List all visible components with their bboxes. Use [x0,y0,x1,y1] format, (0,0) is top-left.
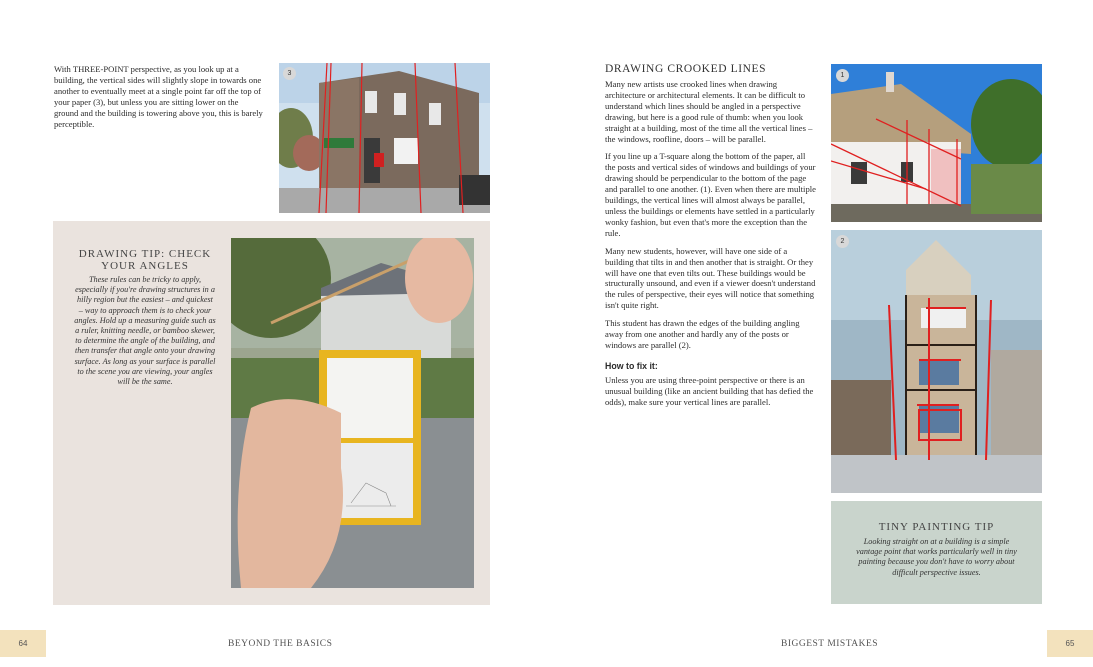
main-body-text [605,79,817,414]
fix-heading: How to fix it: [605,360,658,371]
photo-number-badge: 3 [283,67,296,80]
tiny-painting-tip-text: Looking straight on at a building is a simple vantage point that works particularly well in tiny painting because you don't have to worry about difficult perspective issues. [856,537,1017,577]
footer-section-label-right: BIGGEST MISTAKES [781,639,879,649]
cottages-photo-illustration [831,64,1042,222]
photo-number-badge: 2 [836,235,849,248]
photo-number-badge: 1 [836,69,849,82]
drawing-tip-title: DRAWING TIP: CHECK YOUR ANGLES [78,248,212,272]
photo-three-point-building [279,63,490,213]
body-paragraph-1: Many new artists use crooked lines when drawing architecture or architectural elements. It can be difficult to understand which lines should be angled in a perspective drawing, but here is a good rule of thumb: when you look straight at a building, most of the time all the vertical lines – the windows, roofline, doors – will be parallel. [605,79,813,144]
building-photo-illustration [279,63,490,213]
hand-sketchbook-illustration [231,238,474,588]
photo-measuring-angle [231,238,474,588]
body-paragraph-2: If you line up a T-square along the bottom of the paper, all the posts and vertical sides of windows and buildings of your drawing should be perpendicular to the bottom of the page and parallel to one another. (1). Even when there are multiple buildings, the vertical lines will almost always be parallel, unless the buildings or elements have settled in a particularly wonky fashion, but even that's more the exception than the rule. [605,151,816,238]
page-number-tab-left: 64 [0,630,46,657]
fix-paragraph: Unless you are using three-point perspective or there is an unusual building (like an ancient building that has defied the odds), make sure your vertical lines are parallel. [605,374,814,407]
crooked-building-illustration [831,230,1042,493]
drawing-tip-text: These rules can be tricky to apply, especially if you're drawing structures in a hilly region but the easiest – and quickest – way to approach them is to check your angles. Hold up a measuring guide such as a ruler, knitting needle, or bamboo skewer, to determine the angle of the building, and then transfer that angle onto your drawing surface. As long as your surface is parallel to the scene you are viewing, your angles will be the same. [74,275,216,387]
photo-student-painting [831,230,1042,493]
footer-section-label-left: BEYOND THE BASICS [228,639,333,649]
body-paragraph-4: This student has drawn the edges of the building angling away from one another and hardly any of the posts or windows are parallel (2). [605,318,800,350]
intro-paragraph: With THREE-POINT perspective, as you look up at a building, the vertical sides will slightly slope in towards one another to eventually meet at a single point far off the top of your paper (3), but unless you are sitting lower on the ground and the building is towering above you, this is barely perceptible. [54,64,263,129]
section-heading: DRAWING CROOKED LINES [605,63,767,75]
page-number-tab-right: 65 [1047,630,1093,657]
photo-thatched-cottages [831,64,1042,222]
tiny-painting-tip-title: TINY PAINTING TIP [878,521,995,533]
body-paragraph-3: Many new students, however, will have one side of a building that tilts in and then another that is straight. Or they will have one that even tilts out. These buildings would be structurally unsound, and even if a viewer doesn't understand the rules of perspective, their eyes will notice that something isn't quite right. [605,245,816,311]
